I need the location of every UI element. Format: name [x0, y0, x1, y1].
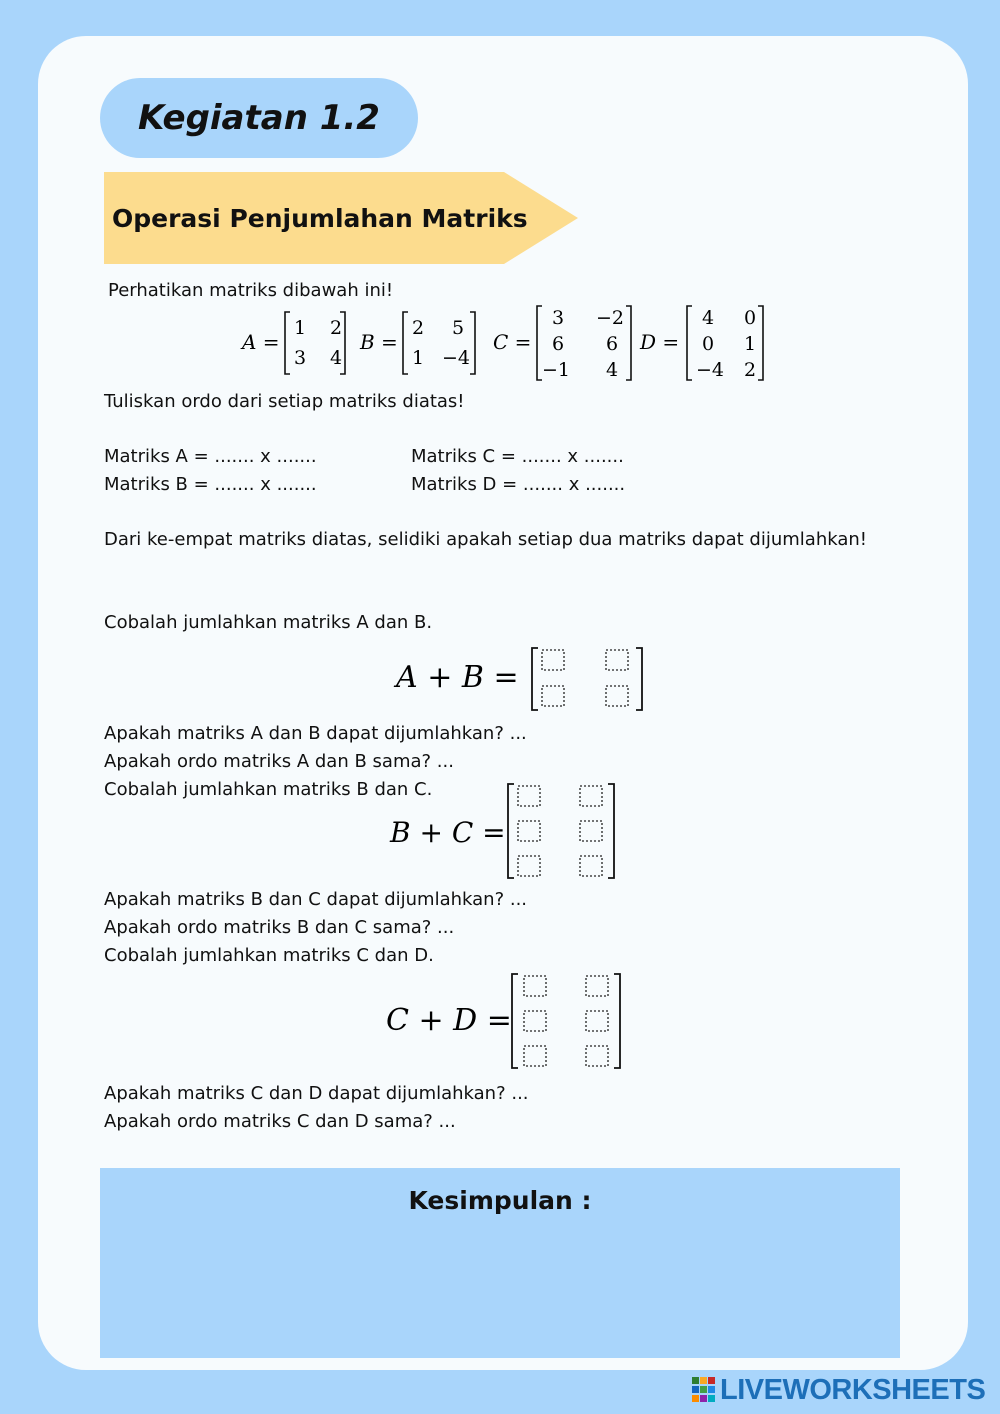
- matrix-d-entry: 0: [702, 333, 715, 355]
- intro-text: Perhatikan matriks dibawah ini!: [108, 280, 394, 301]
- answer-box[interactable]: [542, 686, 564, 706]
- liveworksheets-icon: [692, 1377, 716, 1403]
- given-matrices: [230, 302, 790, 384]
- section-cd-question-2: Apakah ordo matriks C dan D sama? ...: [104, 1111, 456, 1132]
- answer-box[interactable]: [580, 856, 602, 876]
- matrix-a-entry: 2: [330, 317, 343, 339]
- brand-name: LIVEWORKSHEETS: [720, 1373, 986, 1406]
- sum-bc-matrix: [386, 780, 626, 882]
- sum-ab-matrix: [388, 640, 658, 718]
- answer-box[interactable]: [518, 856, 540, 876]
- matrix-a-entry: 1: [294, 317, 307, 339]
- section-ab-question-1: Apakah matriks A dan B dapat dijumlahkan? ...: [104, 723, 527, 744]
- order-line-a: Matriks A = ....... x .......: [104, 446, 317, 467]
- section-ab-prompt: Cobalah jumlahkan matriks A dan B.: [104, 612, 433, 633]
- topic-banner: [104, 172, 578, 264]
- matrix-b-label: B =: [360, 330, 398, 354]
- matrix-c-entry: 3: [552, 307, 565, 329]
- section-bc-prompt: Cobalah jumlahkan matriks B dan C.: [104, 779, 433, 800]
- matrix-b-entry: 2: [412, 317, 425, 339]
- sum-ab-label: A + B =: [396, 660, 519, 695]
- section-ab-question-2: Apakah ordo matriks A dan B sama? ...: [104, 751, 454, 772]
- answer-box[interactable]: [518, 786, 540, 806]
- answer-box[interactable]: [586, 976, 608, 996]
- answer-box[interactable]: [580, 821, 602, 841]
- matrix-d-entry: 2: [744, 359, 757, 381]
- answer-box[interactable]: [586, 1046, 608, 1066]
- sum-cd-label: C + D =: [386, 1003, 512, 1038]
- section-cd-prompt: Cobalah jumlahkan matriks C dan D.: [104, 945, 434, 966]
- matrix-d-entry: 0: [744, 307, 757, 329]
- sum-cd-matrix: [382, 970, 632, 1072]
- matrix-d-entry: 4: [702, 307, 715, 329]
- answer-box[interactable]: [524, 1046, 546, 1066]
- section-cd-question-1: Apakah matriks C dan D dapat dijumlahkan? ...: [104, 1083, 529, 1104]
- matrix-c-entry: 4: [606, 359, 619, 381]
- answer-box[interactable]: [606, 686, 628, 706]
- matrix-c-entry: −2: [596, 307, 625, 329]
- matrix-c-label: C =: [493, 330, 532, 354]
- matrix-b-entry: 1: [412, 347, 425, 369]
- section-bc-question-1: Apakah matriks B dan C dapat dijumlahkan? ...: [104, 889, 528, 910]
- activity-title: Kegiatan 1.2: [100, 78, 418, 158]
- answer-box[interactable]: [518, 821, 540, 841]
- answer-box[interactable]: [524, 1011, 546, 1031]
- matrix-a-entry: 3: [294, 347, 307, 369]
- topic-title: Operasi Penjumlahan Matriks: [112, 203, 528, 233]
- investigate-instruction: Dari ke-empat matriks diatas, selidiki apakah setiap dua matriks dapat dijumlahkan!: [104, 529, 867, 550]
- section-bc-question-2: Apakah ordo matriks B dan C sama? ...: [104, 917, 455, 938]
- matrix-d-label: D =: [640, 330, 680, 354]
- conclusion-title: Kesimpulan :: [408, 1186, 592, 1215]
- answer-box[interactable]: [586, 1011, 608, 1031]
- answer-box[interactable]: [542, 650, 564, 670]
- matrix-a-label: A =: [242, 330, 280, 354]
- sum-bc-label: B + C =: [390, 816, 506, 849]
- matrix-d-entry: −4: [696, 359, 725, 381]
- matrix-b-entry: −4: [442, 347, 471, 369]
- order-line-c: Matriks C = ....... x .......: [411, 446, 624, 467]
- matrix-b-entry: 5: [452, 317, 465, 339]
- answer-box[interactable]: [606, 650, 628, 670]
- matrix-d-entry: 1: [744, 333, 757, 355]
- answer-box[interactable]: [524, 976, 546, 996]
- conclusion-box[interactable]: [100, 1168, 900, 1358]
- order-line-b: Matriks B = ....... x .......: [104, 474, 317, 495]
- liveworksheets-logo: [692, 1374, 985, 1406]
- matrix-c-entry: −1: [542, 359, 571, 381]
- matrix-c-entry: 6: [552, 333, 565, 355]
- matrix-a-entry: 4: [330, 347, 343, 369]
- matrix-c-entry: 6: [606, 333, 619, 355]
- order-prompt: Tuliskan ordo dari setiap matriks diatas!: [104, 391, 465, 412]
- order-line-d: Matriks D = ....... x .......: [411, 474, 626, 495]
- answer-box[interactable]: [580, 786, 602, 806]
